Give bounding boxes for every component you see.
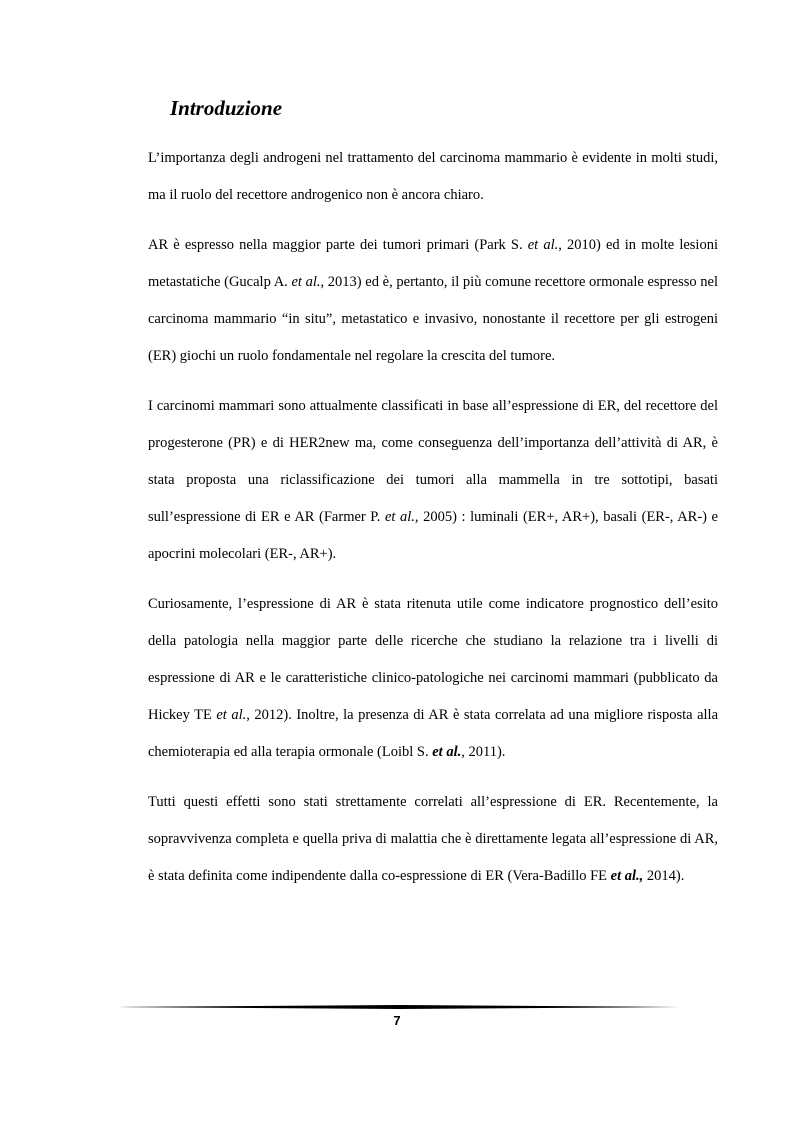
- footer-rule: [118, 1005, 680, 1009]
- paragraph-text: L’importanza degli androgeni nel trattamento del carcinoma mammario è evidente in molti studi, ma il ruolo del recettore androgenico non è ancora chiaro.: [148, 150, 718, 203]
- paragraph-4: [148, 586, 718, 771]
- citation-et-al: et al.: [291, 274, 321, 290]
- citation-et-al: et al.: [527, 237, 559, 253]
- citation-et-al: et al.,: [610, 868, 644, 884]
- section-heading: Introduzione: [170, 96, 283, 120]
- paragraph-text: , 2010) ed in molte lesioni metastatiche (Gucalp A.: [148, 237, 718, 290]
- paragraph-text: , 2013) ed è, pertanto, il più comune recettore ormonale espresso nel carcinoma mammario “in situ”, metastatico e invasivo, nonostante il recettore per gli estrogeni (ER) giochi un ruolo fondamentale nel regolare la crescita del tumore.: [148, 274, 718, 364]
- paragraph-text: , 2012). Inoltre, la presenza di AR è stata correlata ad una migliore risposta alla chemioterapia ed alla terapia ormonale (Loibl S.: [148, 707, 719, 760]
- paragraph-text: AR è espresso nella maggior parte dei tumori primari (Park S.: [148, 237, 528, 253]
- body-text: [148, 140, 718, 895]
- paragraph-text: , 2005) : luminali (ER+, AR+), basali (ER-, AR-) e apocrini molecolari (ER-, AR+).: [148, 509, 718, 562]
- citation-et-al: et al.: [384, 509, 415, 525]
- paragraph-text: Curiosamente, l’espressione di AR è stata ritenuta utile come indicatore prognostico dell’esito della patologia nella maggior parte delle ricerche che studiano la relazione tra i livelli di espressione di AR e le caratteristiche clinico-patologiche nei carcinomi mammari (pubblicato da Hickey TE: [148, 596, 718, 723]
- paragraph-5: [148, 784, 718, 895]
- page-number: 7: [393, 1013, 401, 1028]
- paragraph-text: I carcinomi mammari sono attualmente classificati in base all’espressione di ER, del recettore del progesterone (PR) e di HER2new ma, come conseguenza dell’importanza dell’attività di AR, è stata proposta una riclassificazione dei tumori alla mammella in tre sottotipi, basati sull’espressione di ER e AR (Farmer P.: [148, 398, 718, 525]
- citation-et-al: et al.: [432, 744, 462, 760]
- citation-et-al: et al.: [216, 707, 247, 723]
- paragraph-3: [148, 388, 718, 573]
- paragraph-1: [148, 140, 718, 214]
- paragraph-2: [148, 227, 718, 375]
- paragraph-text: 2014).: [643, 868, 685, 884]
- paragraph-text: , 2011).: [461, 744, 506, 760]
- paragraph-text: Tutti questi effetti sono stati strettamente correlati all’espressione di ER. Recentemente, la sopravvivenza completa e quella priva di malattia che è direttamente legata all’espressione di AR, è stata definita come indipendente dalla co-espressione di ER (Vera-Badillo FE: [148, 794, 718, 884]
